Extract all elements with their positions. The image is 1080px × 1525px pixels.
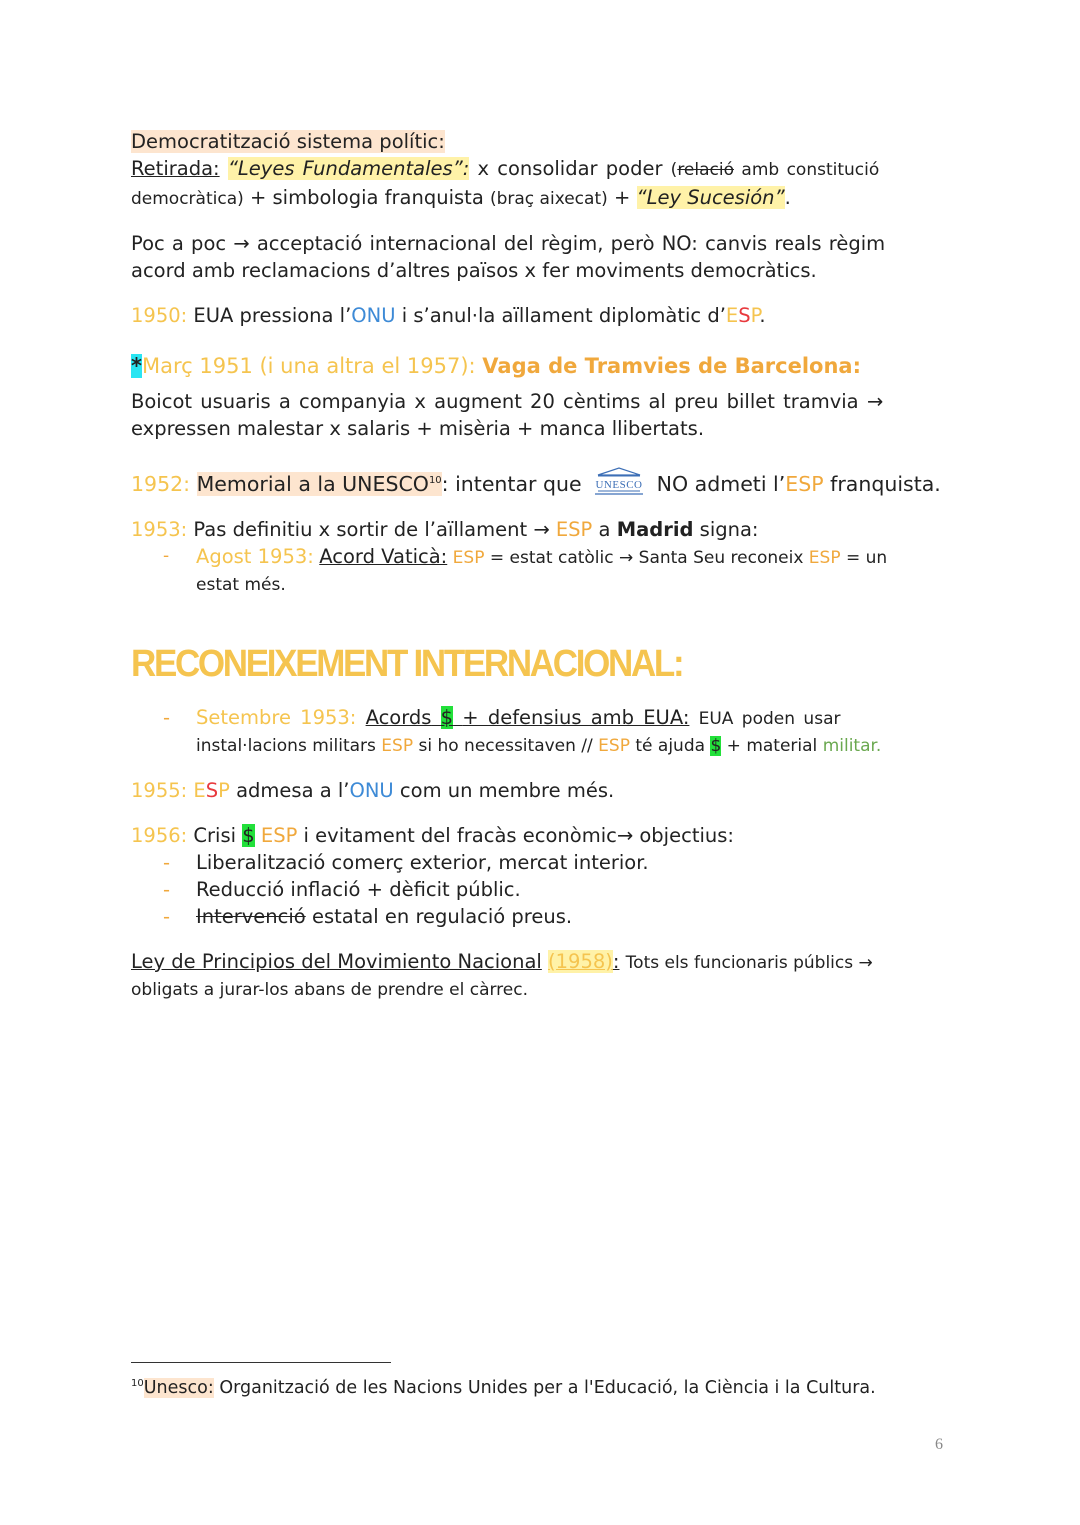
paragraph-line: Poc a poc → acceptació internacional del règim, però NO: canvis reals règim [131, 232, 886, 255]
list-item [131, 849, 949, 876]
year: 1956: [131, 824, 188, 847]
onu: ONU [351, 304, 396, 327]
onu: ONU [349, 779, 394, 802]
esp: ESP [381, 736, 414, 756]
esp: ESP [785, 472, 824, 496]
year: 1953: [131, 518, 188, 541]
bullet-dash: - [163, 851, 171, 874]
entry-1955 [131, 777, 949, 804]
text: + [613, 186, 631, 209]
dollar-icon: $ [440, 706, 454, 729]
text: amb constitució [741, 160, 880, 180]
text: = un [846, 548, 888, 568]
text: franquista. [830, 472, 941, 496]
date: Agost 1953: [196, 545, 314, 568]
text: i s’anul·la aïllament diplomàtic d’ [401, 304, 726, 327]
esp: ESP [808, 548, 841, 568]
text: EUA poden usar [698, 709, 841, 729]
memorial-unesco [197, 472, 442, 496]
text: Acords [365, 706, 432, 729]
text: a [598, 518, 611, 541]
entry-1952 [131, 467, 949, 498]
text: Crisi [193, 824, 237, 847]
asterisk-marker: * [131, 354, 142, 378]
bullet-dash: - [163, 706, 171, 729]
text: signa: [699, 518, 759, 541]
esp: ESP [260, 824, 298, 847]
retirada-line [131, 155, 949, 184]
paragraph-line: acord amb reclamacions d’altres països x fer moviments democràtics. [131, 259, 817, 282]
page-number: 6 [935, 1436, 943, 1453]
list-item [131, 876, 949, 903]
text: admesa a l’ [236, 779, 350, 802]
esp-p: P [750, 304, 760, 327]
footnote-divider [131, 1362, 391, 1363]
entry-1950 [131, 302, 949, 329]
entry-1953 [131, 516, 949, 543]
footnote-text: Organització de les Nacions Unides per a l'Educació, la Ciència i la Cultura. [219, 1377, 876, 1398]
esp: ESP [452, 548, 485, 568]
year: 1952: [131, 472, 191, 496]
text: té ajuda [635, 736, 706, 756]
setembre-item-cont [131, 733, 949, 760]
text: Liberalització comerç exterior, mercat interior. [196, 851, 649, 874]
vaga-line: Boicot usuaris a companyia x augment 20 cèntims al preu billet tramvia → [131, 390, 884, 413]
vaga-heading [131, 353, 949, 380]
ley-sucesion: “Ley Sucesión” [636, 186, 785, 209]
text: instal·lacions militars [196, 736, 376, 756]
democratica-line [131, 184, 949, 213]
militar: militar. [822, 736, 882, 756]
footnote-ref: 10 [428, 475, 442, 487]
ley-1958-cont: obligats a jurar-los abans de prendre el càrrec. [131, 980, 529, 1000]
text: ( [670, 160, 678, 180]
text: EUA pressiona l’ [193, 304, 352, 327]
vaga-line: expressen malestar x salaris + misèria + manca llibertats. [131, 417, 705, 440]
madrid: Madrid [616, 518, 694, 541]
text: NO admeti l’ [656, 472, 786, 496]
text: si ho necessitaven // [418, 736, 593, 756]
struck-word: relació [677, 160, 734, 180]
footnote [131, 1372, 876, 1400]
text: = estat catòlic → Santa Seu reconeix [489, 548, 804, 568]
ley-1958-line [131, 948, 949, 977]
bullet-dash: - [163, 878, 171, 901]
text: . [784, 186, 791, 209]
year: 1955: [131, 779, 188, 802]
text: + defensius amb EUA: [462, 706, 690, 729]
year: (1958) [548, 950, 613, 973]
year: 1950: [131, 304, 188, 327]
vaga-date: Març 1951 (i una altra el 1957): [141, 354, 476, 378]
ley-title: Ley de Principios del Movimiento Nacional [131, 950, 542, 973]
text: . [759, 304, 766, 327]
footnote-number: 10 [131, 1378, 144, 1389]
esp: ESP [598, 736, 630, 756]
dollar-icon: $ [242, 824, 255, 847]
date: Setembre 1953: [196, 706, 357, 729]
text: i evitament del fracàs econòmic→ objectius: [303, 824, 734, 847]
acords-link-text [366, 706, 690, 729]
setembre-item [131, 704, 949, 733]
section-title-line [131, 128, 949, 155]
text: com un membre més. [399, 779, 615, 802]
text: : intentar que [441, 472, 582, 496]
text: Memorial a la UNESCO [196, 472, 429, 496]
agost-item-cont: estat més. [196, 575, 286, 595]
struck-word: Intervenció [196, 905, 306, 928]
bullet-dash: - [163, 905, 171, 928]
vaga-title: Vaga de Tramvies de Barcelona: [482, 354, 861, 378]
bullet-dash: - [163, 546, 170, 566]
section-title: Democratització sistema polític: [131, 130, 445, 153]
unesco-logo-icon [592, 467, 646, 495]
text: : [612, 950, 620, 973]
text: Pas definitiu x sortir de l’aïllament → [193, 518, 550, 541]
esp-e: E [193, 779, 206, 802]
text: + material [726, 736, 818, 756]
esp-e: E [725, 304, 739, 327]
footnote-label: Unesco: [143, 1377, 214, 1398]
text: estatal en regulació preus. [311, 905, 573, 928]
text: x consolidar poder [477, 157, 663, 180]
leyes-fundamentales: “Leyes Fundamentales”: [227, 157, 470, 180]
acord-vatica: Acord Vaticà: [319, 545, 448, 568]
text: Tots els funcionaris públics → [625, 953, 873, 973]
retirada-label: Retirada: [131, 157, 220, 180]
esp-p: P [218, 779, 230, 802]
esp-s: S [205, 779, 219, 802]
unesco-logo-text: UNESCO [595, 479, 643, 491]
esp-s: S [738, 304, 751, 327]
agost-item [131, 543, 949, 572]
text: + simbologia franquista [249, 186, 484, 209]
text: (braç aixecat) [489, 189, 608, 209]
section-heading: RECONEIXEMENT INTERNACIONAL: [131, 643, 683, 685]
text: Reducció inflació + dèficit públic. [196, 878, 521, 901]
entry-1956 [131, 822, 949, 849]
dollar-icon: $ [710, 736, 722, 756]
text: democràtica) [131, 189, 244, 209]
document-page [131, 128, 949, 1004]
esp: ESP [555, 518, 593, 541]
list-item [131, 903, 949, 930]
